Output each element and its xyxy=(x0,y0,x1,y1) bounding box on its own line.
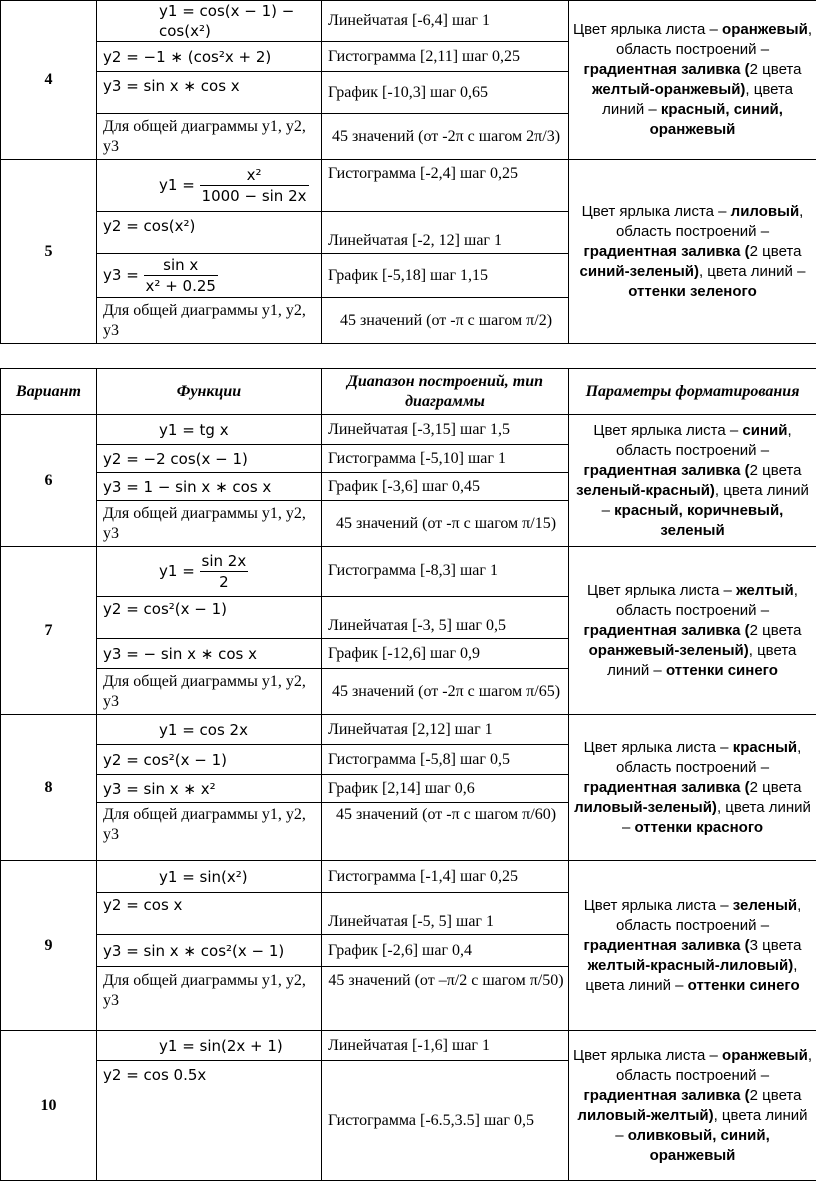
function-y3: y3 = sin x ∗ cos x xyxy=(97,72,322,114)
table-row xyxy=(1,861,816,893)
function-y1: y1 = $\frac{\sin 2x}{2}$ xyxy=(97,547,322,597)
range-cell: Линейчатая [-5, 5] шаг 1 xyxy=(322,893,569,935)
variant-number: 7 xyxy=(1,547,97,715)
range-cell: График [-10,3] шаг 0,65 xyxy=(322,72,569,114)
table-row xyxy=(1,160,816,212)
fraction: $\frac{\sin 2x}{2}$ xyxy=(200,551,249,592)
range-cell: График [-3,6] шаг 0,45 xyxy=(322,473,569,501)
function-y3: y3 = $\frac{\text{sin x}}{\text{x² + 0.25}}$ xyxy=(97,254,322,298)
function-y2: y2 = cos x xyxy=(97,893,322,935)
function-y2: y2 = cos(x²) xyxy=(97,212,322,254)
fraction: $\frac{\text{x²}}{1000 - \sin 2x}$ xyxy=(200,165,309,206)
function-y2: y2 = −2 cos(x − 1) xyxy=(97,445,322,473)
common-chart-range: 45 значений (от –π/2 с шагом π/50) xyxy=(322,967,569,1031)
common-chart-label: Для общей диаграммы y1, y2, y3 xyxy=(97,669,322,715)
range-cell: Гистограмма [-5,10] шаг 1 xyxy=(322,445,569,473)
fraction: $\frac{\text{sin x}}{\text{x² + 0.25}}$ xyxy=(144,255,218,296)
function-y3: y3 = sin x ∗ x² xyxy=(97,775,322,803)
variant-number: 9 xyxy=(1,861,97,1031)
common-chart-range: 45 значений (от -π с шагом π/60) xyxy=(322,803,569,861)
table-row xyxy=(1,547,816,597)
header-variant: Вариант xyxy=(1,369,97,415)
header-params: Параметры форматирования xyxy=(569,369,816,415)
format-params: Цвет ярлыка листа – зеленый, область построений – градиентная заливка (3 цвета желтый-красный-лиловый), цвета линий – оттенки синего xyxy=(569,861,816,1031)
variant-number: 4 xyxy=(1,1,97,160)
header-range: Диапазон построений, тип диаграммы xyxy=(322,369,569,415)
table-row xyxy=(1,715,816,745)
variants-table-top xyxy=(0,0,816,344)
range-cell: Гистограмма [-1,4] шаг 0,25 xyxy=(322,861,569,893)
range-cell: Линейчатая [-1,6] шаг 1 xyxy=(322,1031,569,1061)
function-y2: y2 = cos²(x − 1) xyxy=(97,745,322,775)
common-chart-range: 45 значений (от -π с шагом π/15) xyxy=(322,501,569,547)
range-cell: Гистограмма [2,11] шаг 0,25 xyxy=(322,42,569,72)
header-functions: Функции xyxy=(97,369,322,415)
range-cell: Гистограмма [-2,4] шаг 0,25 xyxy=(322,160,569,212)
range-cell: Линейчатая [-6,4] шаг 1 xyxy=(322,1,569,42)
variant-number: 5 xyxy=(1,160,97,344)
common-chart-range: 45 значений (от -2π с шагом 2π/3) xyxy=(322,114,569,160)
format-params: Цвет ярлыка листа – оранжевый, область построений – градиентная заливка (2 цвета лиловый-желтый), цвета линий – оливковый, синий, оранжевый xyxy=(569,1031,816,1181)
common-chart-label: Для общей диаграммы y1, y2, y3 xyxy=(97,501,322,547)
range-cell: Гистограмма [-5,8] шаг 0,5 xyxy=(322,745,569,775)
variants-table-bottom xyxy=(0,368,816,1181)
common-chart-range: 45 значений (от -2π с шагом π/65) xyxy=(322,669,569,715)
range-cell: Гистограмма [-8,3] шаг 1 xyxy=(322,547,569,597)
range-cell: Линейчатая [-2, 12] шаг 1 xyxy=(322,212,569,254)
common-chart-label: Для общей диаграммы y1, y2, y3 xyxy=(97,114,322,160)
function-y1: y1 = sin(x²) xyxy=(97,861,322,893)
range-cell: График [2,14] шаг 0,6 xyxy=(322,775,569,803)
format-params: Цвет ярлыка листа – оранжевый, область построений – градиентная заливка (2 цвета желтый-оранжевый), цвета линий – красный, синий, оранжевый xyxy=(569,1,816,160)
variant-number: 6 xyxy=(1,415,97,547)
common-chart-label: Для общей диаграммы y1, y2, y3 xyxy=(97,967,322,1031)
range-cell: График [-12,6] шаг 0,9 xyxy=(322,639,569,669)
function-y1: y1 = cos(x − 1) − cos(x²) xyxy=(97,1,322,42)
function-y2: y2 = −1 ∗ (cos²x + 2) xyxy=(97,42,322,72)
range-cell: График [-2,6] шаг 0,4 xyxy=(322,935,569,967)
range-cell: Гистограмма [-6.5,3.5] шаг 0,5 xyxy=(322,1061,569,1181)
function-y1: y1 = $\frac{\text{x²}}{1000 - \sin 2x}$ xyxy=(97,160,322,212)
function-y3: y3 = − sin x ∗ cos x xyxy=(97,639,322,669)
format-params: Цвет ярлыка листа – лиловый, область построений – градиентная заливка (2 цвета синий-зеленый), цвета линий – оттенки зеленого xyxy=(569,160,816,344)
common-chart-label: Для общей диаграммы y1, y2, y3 xyxy=(97,298,322,344)
function-y1: y1 = tg x xyxy=(97,415,322,445)
table-row xyxy=(1,1,816,42)
table-row xyxy=(1,415,816,445)
range-cell: График [-5,18] шаг 1,15 xyxy=(322,254,569,298)
function-y3: y3 = 1 − sin x ∗ cos x xyxy=(97,473,322,501)
function-y1: y1 = cos 2x xyxy=(97,715,322,745)
common-chart-label: Для общей диаграммы y1, y2, y3 xyxy=(97,803,322,861)
table-row xyxy=(1,1031,816,1061)
range-cell: Линейчатая [2,12] шаг 1 xyxy=(322,715,569,745)
format-params: Цвет ярлыка листа – красный, область построений – градиентная заливка (2 цвета лиловый-зеленый), цвета линий – оттенки красного xyxy=(569,715,816,861)
variant-number: 8 xyxy=(1,715,97,861)
common-chart-range: 45 значений (от -π с шагом π/2) xyxy=(322,298,569,344)
range-cell: Линейчатая [-3,15] шаг 1,5 xyxy=(322,415,569,445)
variant-number: 10 xyxy=(1,1031,97,1181)
table-header xyxy=(1,369,816,415)
format-params: Цвет ярлыка листа – синий, область построений – градиентная заливка (2 цвета зеленый-красный), цвета линий – красный, коричневый, зеленый xyxy=(569,415,816,547)
function-y2: y2 = cos²(x − 1) xyxy=(97,597,322,639)
function-y3: y3 = sin x ∗ cos²(x − 1) xyxy=(97,935,322,967)
format-params: Цвет ярлыка листа – желтый, область построений – градиентная заливка (2 цвета оранжевый-зеленый), цвета линий – оттенки синего xyxy=(569,547,816,715)
range-cell: Линейчатая [-3, 5] шаг 0,5 xyxy=(322,597,569,639)
function-y1: y1 = sin(2x + 1) xyxy=(97,1031,322,1061)
function-y2: y2 = cos 0.5x xyxy=(97,1061,322,1181)
